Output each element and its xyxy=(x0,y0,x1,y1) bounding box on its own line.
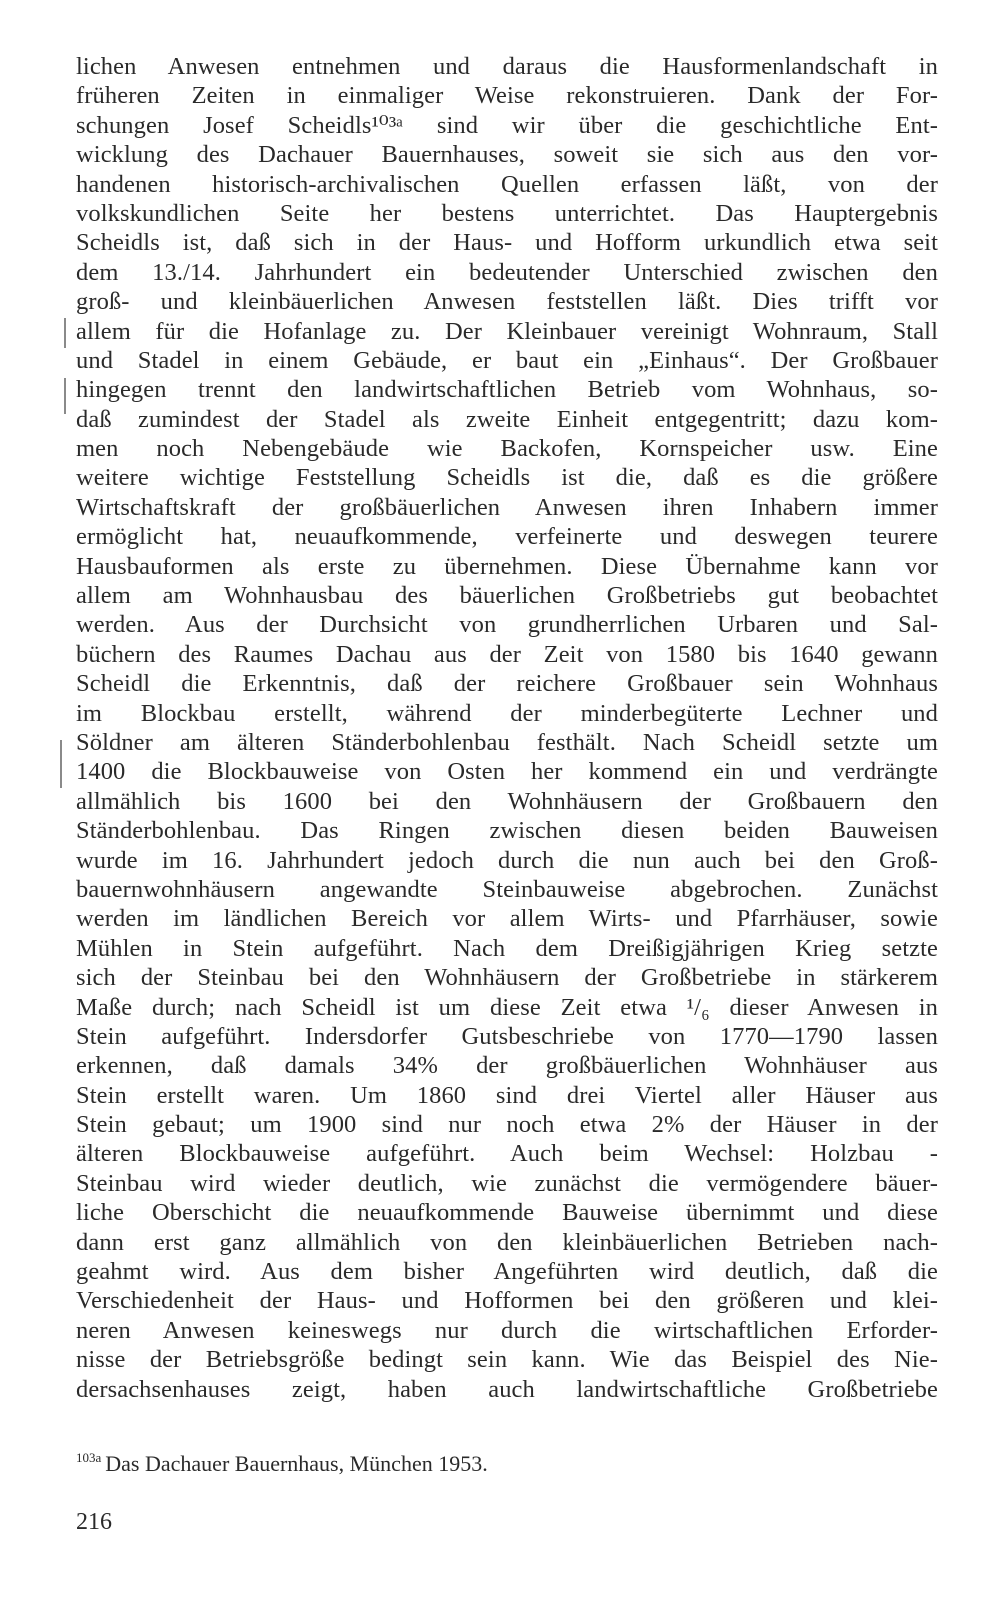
body-line: 1400 die Blockbauweise von Osten her kommend ein und verdrängte xyxy=(76,758,938,786)
page-number: 216 xyxy=(76,1509,112,1535)
body-line: dem 13./14. Jahrhundert ein bedeutender Unterschied zwischen den xyxy=(76,258,938,286)
footnote-text: Das Dachauer Bauernhaus, München 1953. xyxy=(105,1451,488,1476)
footnote xyxy=(76,1444,938,1478)
body-line: im Blockbau erstellt, während der minderbegüterte Lechner und xyxy=(76,699,938,727)
body-line: Scheidls ist, daß sich in der Haus- und Hofform urkundlich etwa seit xyxy=(76,229,938,257)
body-line: Hausbauformen als erste zu übernehmen. Diese Übernahme kann vor xyxy=(76,552,938,580)
body-line: Ständerbohlenbau. Das Ringen zwischen diesen beiden Bauweisen xyxy=(76,817,938,845)
body-line: wurde im 16. Jahrhundert jedoch durch die nun auch bei den Groß- xyxy=(76,846,938,874)
body-line: hingegen trennt den landwirtschaftlichen Betrieb vom Wohnhaus, so- xyxy=(76,376,938,404)
body-line: neren Anwesen keineswegs nur durch die wirtschaftlichen Erforder- xyxy=(76,1316,938,1344)
body-line: liche Oberschicht die neuaufkommende Bauweise übernimmt und diese xyxy=(76,1199,938,1227)
body-line: daß zumindest der Stadel als zweite Einheit entgegentritt; dazu kom- xyxy=(76,405,938,433)
margin-pencil-mark xyxy=(64,318,66,348)
body-line: werden. Aus der Durchsicht von grundherrlichen Urbaren und Sal- xyxy=(76,611,938,639)
body-line: früheren Zeiten in einmaliger Weise rekonstruieren. Dank der For- xyxy=(76,82,938,110)
body-line: büchern des Raumes Dachau aus der Zeit von 1580 bis 1640 gewann xyxy=(76,640,938,668)
body-line: werden im ländlichen Bereich vor allem Wirts- und Pfarrhäuser, sowie xyxy=(76,905,938,933)
body-text xyxy=(76,52,938,1404)
body-line: handenen historisch-archivalischen Quellen erfassen läßt, von der xyxy=(76,170,938,198)
body-line: schungen Josef Scheidls¹⁰³ᵃ sind wir über die geschichtliche Ent- xyxy=(76,111,938,139)
body-line: allem am Wohnhausbau des bäuerlichen Großbetriebs gut beobachtet xyxy=(76,582,938,610)
body-line: Verschiedenheit der Haus- und Hofformen bei den größeren und klei- xyxy=(76,1287,938,1315)
body-line: und Stadel in einem Gebäude, er baut ein „Einhaus“. Der Großbauer xyxy=(76,346,938,374)
body-line: allmählich bis 1600 bei den Wohnhäusern der Großbauern den xyxy=(76,787,938,815)
body-line: Scheidl die Erkenntnis, daß der reichere Großbauer sein Wohnhaus xyxy=(76,670,938,698)
body-line: dann erst ganz allmählich von den kleinbäuerlichen Betrieben nach- xyxy=(76,1228,938,1256)
body-line: volkskundlichen Seite her bestens unterrichtet. Das Hauptergebnis xyxy=(76,199,938,227)
body-line: Stein gebaut; um 1900 sind nur noch etwa 2% der Häuser in der xyxy=(76,1111,938,1139)
footnote-marker: 103a xyxy=(76,1450,102,1465)
body-line: älteren Blockbauweise aufgeführt. Auch beim Wechsel: Holzbau - xyxy=(76,1140,938,1168)
body-line: Stein aufgeführt. Indersdorfer Gutsbeschriebe von 1770—1790 lassen xyxy=(76,1022,938,1050)
body-line: bauernwohnhäusern angewandte Steinbauweise abgebrochen. Zunächst xyxy=(76,875,938,903)
body-line: men noch Nebengebäude wie Backofen, Kornspeicher usw. Eine xyxy=(76,435,938,463)
body-line: Söldner am älteren Ständerbohlenbau festhält. Nach Scheidl setzte um xyxy=(76,728,938,756)
body-line: wicklung des Dachauer Bauernhauses, soweit sie sich aus den vor- xyxy=(76,141,938,169)
body-line: Wirtschaftskraft der großbäuerlichen Anwesen ihren Inhabern immer xyxy=(76,493,938,521)
body-line: sich der Steinbau bei den Wohnhäusern der Großbetriebe in stärkerem xyxy=(76,964,938,992)
body-line: groß- und kleinbäuerlichen Anwesen feststellen läßt. Dies trifft vor xyxy=(76,288,938,316)
body-line: allem für die Hofanlage zu. Der Kleinbauer vereinigt Wohnraum, Stall xyxy=(76,317,938,345)
body-line: erkennen, daß damals 34% der großbäuerlichen Wohnhäuser aus xyxy=(76,1052,938,1080)
body-line: Steinbau wird wieder deutlich, wie zunächst die vermögendere bäuer- xyxy=(76,1169,938,1197)
body-line: lichen Anwesen entnehmen und daraus die Hausformenlandschaft in xyxy=(76,53,938,80)
body-line: dersachsenhauses zeigt, haben auch landwirtschaftliche Großbetriebe xyxy=(76,1375,938,1403)
body-line: Maße durch; nach Scheidl ist um diese Zeit etwa ¹/₆ dieser Anwesen in xyxy=(76,993,938,1021)
margin-pencil-mark xyxy=(60,740,62,788)
body-line: geahmt wird. Aus dem bisher Angeführten wird deutlich, daß die xyxy=(76,1258,938,1286)
margin-pencil-mark xyxy=(64,378,66,414)
body-line: nisse der Betriebsgröße bedingt sein kann. Wie das Beispiel des Nie- xyxy=(76,1346,938,1374)
body-line: weitere wichtige Feststellung Scheidls ist die, daß es die größere xyxy=(76,464,938,492)
body-line: Stein erstellt waren. Um 1860 sind drei Viertel aller Häuser aus xyxy=(76,1081,938,1109)
body-line: Mühlen in Stein aufgeführt. Nach dem Dreißigjährigen Krieg setzte xyxy=(76,934,938,962)
body-line: ermöglicht hat, neuaufkommende, verfeinerte und deswegen teurere xyxy=(76,523,938,551)
